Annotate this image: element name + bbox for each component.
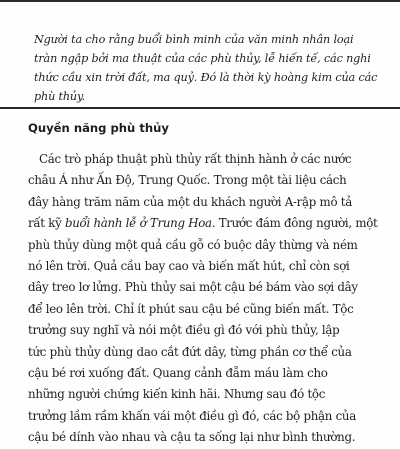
paragraph-line: Các trò pháp thuật phù thủy rất thịnh hành ở các nước: [39, 152, 352, 166]
callout-quote: [34, 30, 378, 106]
paragraph-line: trưởng suy nghĩ và nói một điều gì đó với phù thủy, lập: [28, 323, 340, 338]
paragraph-line: trưởng lầm rầm khấn vái một điều gì đó, các bộ phận của: [28, 408, 356, 423]
callout-line: phù thủy.: [34, 90, 86, 103]
paragraph-line: phù thủy dùng một quả cầu gỗ có buộc dây thừng và ném: [28, 237, 358, 252]
body-paragraph: [28, 149, 380, 449]
paragraph-line: để leo lên trời. Chỉ ít phút sau cậu bé cũng biến mất. Tộc: [28, 301, 354, 316]
paragraph-text: rất kỹ: [28, 216, 65, 231]
paragraph-line: châu Á như Ấn Độ, Trung Quốc. Trong một tài liệu cách: [28, 173, 347, 188]
callout-line: thức cầu xin trời đất, ma quỷ. Đó là thời kỳ hoàng kim của các: [34, 71, 378, 84]
paragraph-line: [28, 213, 380, 234]
callout-line: Người ta cho rằng buổi bình minh của văn minh nhân loại: [34, 33, 354, 46]
paragraph-line: những người chứng kiến kinh hãi. Nhưng sau đó tộc: [28, 387, 326, 402]
paragraph-line: tức phù thủy dùng dao cắt đứt dây, từng phần cơ thể của: [28, 344, 352, 359]
paragraph-line: cậu bé dính vào nhau và cậu ta sống lại như bình thường.: [28, 430, 356, 445]
paragraph-text: . Trước đám đông người, một: [211, 216, 378, 231]
callout-top-rule: [0, 0, 400, 2]
callout-line: tràn ngập bởi ma thuật của các phù thủy, lễ hiến tế, các nghi: [34, 52, 371, 65]
callout-bottom-rule: [0, 107, 400, 109]
section-heading: Quyền năng phù thủy: [28, 121, 169, 135]
paragraph-line: đây hàng trăm năm của một du khách người A-rập mô tả: [28, 194, 352, 209]
paragraph-line: cậu bé rơi xuống đất. Quang cảnh đẫm máu làm cho: [28, 366, 328, 381]
paragraph-line: nó lên trời. Quả cầu bay cao và biến mất hút, chỉ còn sợi: [28, 259, 350, 274]
italic-phrase: buổi hành lễ ở Trung Hoa: [64, 216, 212, 231]
paragraph-line: dây treo lơ lửng. Phù thủy sai một cậu bé bám vào sợi dây: [28, 280, 358, 295]
